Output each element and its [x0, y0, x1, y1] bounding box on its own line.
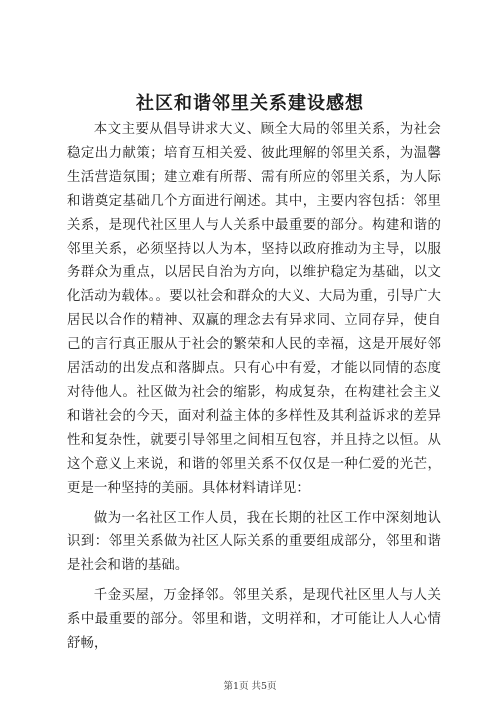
paragraph-intro: 本文主要从倡导讲求大义、顾全大局的邻里关系，为社会稳定出力献策；培育互相关爱、彼此理解的邻里关系，为温馨生活营造氛围；建立难有所帮、需有所应的邻里关系，为人际和谐奠定基础几个方面进行阐述。其中，主要内容包括：邻里关系，是现代社区里人与人关系中最重要的部分。构建和谐的邻里关系，必须坚持以人为本，坚持以政府推动为主导，以服务群众为重点，以居民自治为方向，以维护稳定为基础，以文化活动为载体。。要以社会和群众的大义、大局为重，引导广大居民以合作的精神、双赢的理念去有异求同、立同存异，使自己的言行真正服从于社会的繁荣和人民的幸福，这是开展好邻居活动的出发点和落脚点。只有心中有爱，才能以同情的态度对待他人。社区做为社会的缩影，构成复杂，在构建社会主义和谐社会的今天，面对利益主体的多样性及其利益诉求的差异性和复杂性，就要引导邻里之间相互包容，并且持之以恒。从这个意义上来说，和谐的邻里关系不仅仅是一种仁爱的光芒，更是一种坚持的美丽。具体材料请详见： — [67, 122, 441, 496]
paragraph-neighbor-choice: 千金买屋，万金择邻。邻里关系，是现代社区里人与人关系中最重要的部分。邻里和谐，文明祥和，才可能让人人心情舒畅， — [67, 588, 441, 652]
paragraph-worker-view: 做为一名社区工作人员，我在长期的社区工作中深刻地认识到：邻里关系做为社区人际关系的重要组成部分，邻里和谐是社会和谐的基础。 — [67, 510, 441, 574]
page-number-footer: 第1页 共5页 — [223, 681, 277, 692]
document-body — [67, 118, 441, 656]
document-title: 社区和谐邻里关系建设感想 — [136, 93, 364, 114]
